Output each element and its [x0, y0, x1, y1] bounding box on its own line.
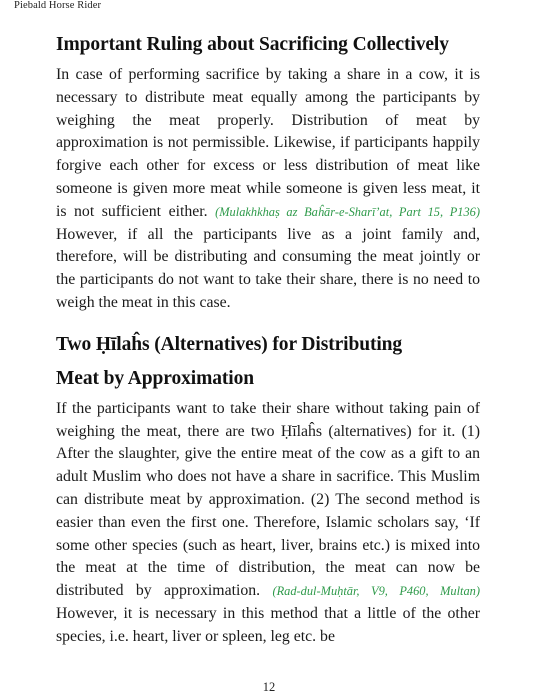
- paragraph-text: However, if all the participants live as a joint family and, therefore, will be distributing and consuming the meat jointly or the participants do not want to take their share, there is no need to weigh the meat in this case.: [56, 225, 480, 311]
- page-number: 12: [262, 680, 276, 694]
- section-heading-hilahs-line2: Meat by Approximation: [56, 367, 254, 389]
- paragraph-collective-sacrifice: [56, 64, 480, 315]
- page-body: [56, 30, 480, 649]
- paragraph-text: In case of performing sacrifice by taking a share in a cow, it is necessary to distribute meat equally among the participants by weighing the meat properly. Distribution of meat by approximation is not permissible. Likewise, if participants happily forgive each other for excess or less distribution of meat like someone is given more meat while someone is given less meat, it is not sufficient either.: [56, 66, 480, 220]
- paragraph-text: If the participants want to take their share without taking pain of weighing the meat, there are two Ḥīlaĥs (alternatives) for it. (1) After the slaughter, give the entire meat of the cow as a gift to an adult Muslim who does not have a share in sacrifice. This Muslim can distribute meat by approximation. (2) The second method is easier than even the first one. Therefore, Islamic scholars say, ‘If some other species (such as heart, liver, brains etc.) is mixed into the meat at the time of distribution, the meat can now be distributed by approximation.: [56, 399, 480, 600]
- paragraph-text: However, it is necessary in this method that a little of the other species, i.e. heart, liver or spleen, leg etc. be: [56, 604, 480, 645]
- paragraph-hilahs: [56, 398, 480, 649]
- section-heading-collective-sacrifice: Important Ruling about Sacrificing Collectively: [56, 34, 449, 55]
- reference-citation: (Rad-dul-Muḥtār, V9, P460, Multan): [272, 584, 480, 599]
- running-head: Piebald Horse Rider: [14, 0, 102, 11]
- section-heading-hilahs-line1: Two Ḥīlaĥs (Alternatives) for Distributing: [56, 333, 403, 355]
- reference-citation: (Mulakhkhaṣ az Baĥār-e-Sharī’at, Part 15, P136): [215, 204, 481, 219]
